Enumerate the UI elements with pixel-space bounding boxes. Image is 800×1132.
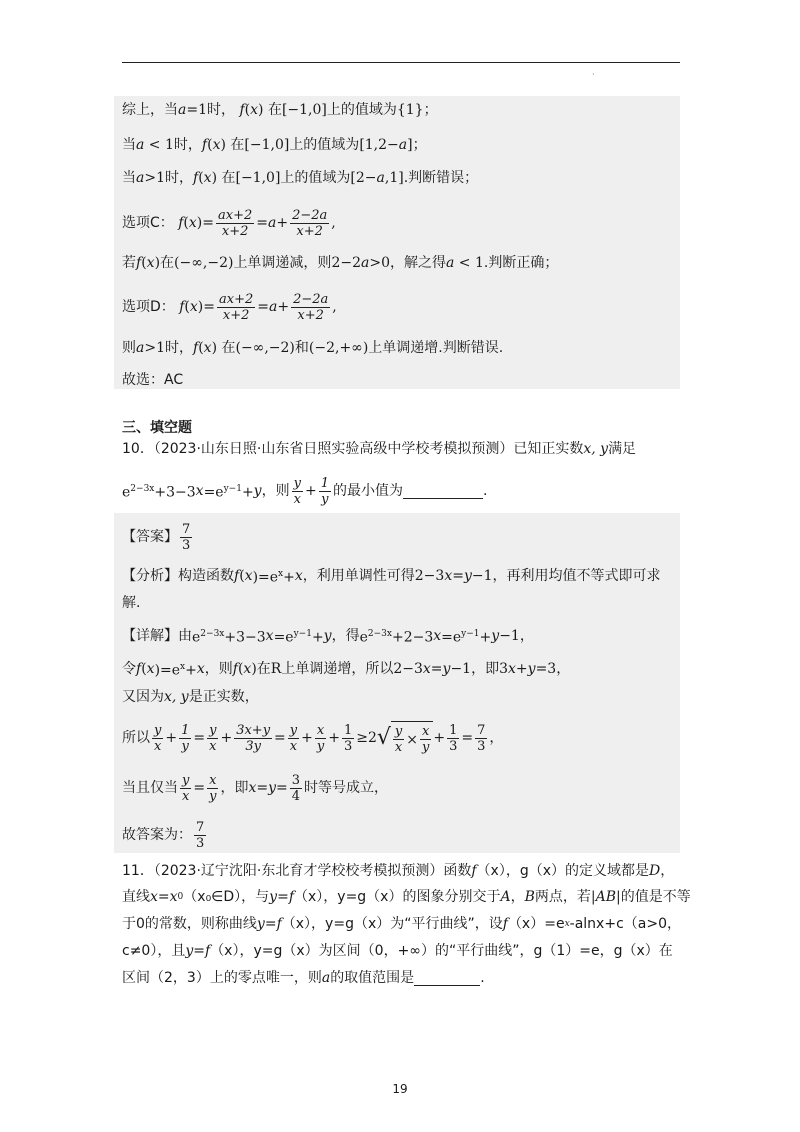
math: $e^{2-3x}+2-3$ <box>359 629 434 646</box>
math: = <box>277 889 289 905</box>
math: a <box>445 255 455 271</box>
text: 在 <box>230 137 245 153</box>
math: x <box>444 567 453 584</box>
question-11-l3 <box>122 913 681 935</box>
header-rule <box>122 62 680 63</box>
text: 在 <box>221 340 236 356</box>
fraction: $\frac{y}{x}$ <box>182 772 190 804</box>
math: x <box>188 215 197 231</box>
text: 所以 <box>122 730 150 746</box>
fraction: $\frac{7}{3}$ <box>182 521 191 553</box>
math: ) <box>211 340 222 356</box>
math: y <box>269 889 278 905</box>
math: x, y <box>583 441 609 457</box>
text: ， <box>489 730 504 746</box>
math: f <box>174 299 185 315</box>
math: f <box>193 170 199 186</box>
question-11-l4 <box>122 940 673 962</box>
case-a-greater-1 <box>122 167 478 189</box>
text: 故选：AC <box>122 372 184 388</box>
math: y <box>323 627 332 644</box>
text: ，得 <box>331 627 360 644</box>
text: 于0的常数，则称曲线 <box>122 916 257 932</box>
text: ，则 <box>204 660 233 677</box>
text: 选项C： <box>122 215 174 231</box>
fraction: $\frac{y}{x}$ <box>154 722 162 754</box>
answer-blank <box>414 971 480 986</box>
math: x <box>212 137 221 153</box>
text: 是正实数， <box>188 689 259 705</box>
text: （x），y=g（x）为“平行曲线”，设 <box>281 916 503 932</box>
text: （x），y=g（x）为区间（0，+∞）的“平行曲线”，g（1）=e，g（x）在 <box>210 943 673 959</box>
math: x <box>422 660 431 677</box>
math: ) <box>154 255 161 271</box>
case-a-less-1 <box>122 134 427 156</box>
math: | <box>616 889 621 905</box>
math: ,1] <box>384 170 404 186</box>
math: f <box>205 943 211 959</box>
math: ( <box>237 660 244 677</box>
math: f <box>471 863 477 879</box>
text: 直线 <box>122 889 150 905</box>
option-d <box>122 290 337 324</box>
text: c≠0），且 <box>122 943 186 959</box>
math: a <box>321 970 331 986</box>
text: .判断正确； <box>483 255 559 271</box>
math: R <box>270 660 282 677</box>
fraction: $\frac{2-2a}{x+2}$ <box>292 207 328 239</box>
fraction: $\frac{x}{y}$ <box>209 772 217 804</box>
math: x <box>189 299 198 315</box>
analysis-line <box>122 563 661 589</box>
text: ，利用单调性可得 <box>302 567 415 584</box>
text: 的取值范围是 <box>330 970 415 986</box>
math: + <box>433 730 446 746</box>
math: x <box>564 919 570 929</box>
math: x <box>294 567 303 584</box>
text: -alnx+c（a>0， <box>569 916 681 932</box>
math: )= <box>196 215 214 231</box>
section-heading <box>122 417 192 439</box>
text: ， <box>660 863 675 879</box>
text: 时， <box>165 340 193 356</box>
math: f <box>288 889 294 905</box>
math: x <box>169 889 178 905</box>
math: [1,2− <box>359 137 399 153</box>
math: [−1,0] <box>244 137 290 153</box>
final-choice <box>122 369 183 391</box>
text: 在 <box>221 170 236 186</box>
math: ( <box>207 137 213 153</box>
math: a <box>267 215 277 231</box>
math: [−1,0] <box>235 170 281 186</box>
math: = <box>274 730 286 746</box>
math: =3 <box>535 660 557 677</box>
math: y <box>253 483 262 499</box>
fraction: $\frac{y}{x}$ <box>209 722 217 754</box>
math: f <box>136 255 142 271</box>
fraction: $\frac{1}{y}$ <box>320 475 329 507</box>
math: f <box>502 916 508 932</box>
math: ] <box>407 137 413 153</box>
math: x <box>146 660 155 677</box>
math: >1 <box>144 340 165 356</box>
math: = <box>276 780 288 796</box>
math: y <box>442 660 451 677</box>
text: （x）=e <box>507 916 565 932</box>
math: x, y <box>164 689 189 705</box>
text: ，则 <box>261 483 290 499</box>
header-dot: · <box>592 70 595 79</box>
text: 上的值域为 <box>280 170 351 186</box>
detail-line-3 <box>122 686 259 708</box>
text: ，即 <box>471 660 500 677</box>
math: ) <box>258 102 268 118</box>
detail-inequality <box>122 718 503 758</box>
math: 2−3 <box>414 567 445 584</box>
math: ≥2 <box>356 730 377 746</box>
text: 10．（2023·山东日照·山东省日照实验高级中学校考模拟预测）已知正实数 <box>122 441 584 457</box>
math: a <box>360 255 370 271</box>
fraction: $\frac{7}{3}$ <box>196 819 205 851</box>
text: 满足 <box>608 441 637 457</box>
math: $=e^{y-1}+$ <box>441 629 492 646</box>
text: 若 <box>122 255 136 271</box>
math: = <box>461 730 474 746</box>
math: $e^{2-3x}+3-3$ <box>192 629 266 646</box>
text: 综上，当 <box>122 102 178 118</box>
math: x <box>146 255 155 271</box>
text: 在 <box>160 255 175 271</box>
math: ) <box>211 170 222 186</box>
text: 上单调递增，所以 <box>281 660 394 677</box>
answer-blank <box>403 484 483 499</box>
question-10-condition <box>122 474 487 508</box>
math: f <box>201 137 208 153</box>
math: + <box>301 730 313 746</box>
math: = <box>264 916 277 932</box>
math: + <box>304 483 317 499</box>
fraction: $\frac{2-2a}{x+2}$ <box>293 291 329 323</box>
math: x <box>203 340 212 356</box>
math: x <box>196 660 205 677</box>
math: )$=e^x+$ <box>252 569 295 586</box>
math: = <box>157 889 170 905</box>
math: a <box>376 170 385 186</box>
math: f <box>173 215 184 231</box>
math: (−∞,−2) <box>174 255 234 271</box>
math: 0 <box>177 892 184 902</box>
text: 在 <box>267 102 282 118</box>
math: [2− <box>350 170 377 186</box>
math: a <box>136 170 145 186</box>
fraction: $\frac{ax+2}{x+2}$ <box>218 207 253 239</box>
math: )= <box>197 299 215 315</box>
text: 时， <box>207 102 235 118</box>
math: + <box>165 730 178 746</box>
fraction: $\frac{y}{x}$ <box>293 475 301 507</box>
math: )$=e^x+$ <box>154 662 197 679</box>
text: 【答案】 <box>122 529 178 545</box>
math: a <box>136 137 145 153</box>
math: a <box>178 102 187 118</box>
math: = <box>193 730 206 746</box>
math: = <box>452 567 464 584</box>
math: x <box>203 170 212 186</box>
math: , <box>332 299 337 315</box>
math: + <box>220 730 233 746</box>
text: （x），g（x）的定义域都是 <box>476 863 649 879</box>
math: f <box>136 660 142 677</box>
math: 3 <box>499 660 509 677</box>
answer-line <box>122 518 194 556</box>
math: = <box>430 660 443 677</box>
text: 【分析】构造函数 <box>122 567 234 584</box>
math: >0 <box>369 255 390 271</box>
math: x <box>265 627 274 644</box>
text: ； <box>423 102 438 118</box>
text: . <box>480 970 485 986</box>
math: =1 <box>186 102 207 118</box>
math: ( <box>198 340 204 356</box>
question-11-l5 <box>122 967 485 989</box>
math: ( <box>141 660 147 677</box>
math: 2−2 <box>331 255 361 271</box>
text: 令 <box>122 660 136 677</box>
fraction: $\frac{3x+y}{3y}$ <box>236 722 271 754</box>
question-11-l2 <box>122 886 691 908</box>
math: , <box>331 215 336 231</box>
math: B <box>524 889 535 905</box>
math: x <box>248 780 257 796</box>
text: 当且仅当 <box>122 780 178 796</box>
text: 上单调递增.判断错误. <box>368 340 504 356</box>
fraction: $\frac{x}{y}$ <box>316 722 325 754</box>
text: 上单调递减，则 <box>233 255 332 271</box>
fraction: $\frac{7}{3}$ <box>477 722 486 754</box>
math: + <box>515 660 528 677</box>
math: x <box>150 889 158 905</box>
math: a <box>268 299 278 315</box>
text: 两点，若 <box>534 889 591 905</box>
detail-line <box>122 623 534 649</box>
text: ，再利用均值不等式即可求 <box>492 567 661 584</box>
text: ， <box>519 627 534 644</box>
text: 11．（2023·辽宁沈阳·东北育才学校校考模拟预测）函数 <box>122 863 472 879</box>
text: 上的值域为 <box>326 102 397 118</box>
math: y <box>463 567 472 584</box>
math: < 1 <box>454 255 484 271</box>
math: x <box>433 627 442 644</box>
fraction: $\frac{y}{x}$ <box>289 722 298 754</box>
text: 又因为 <box>122 689 164 705</box>
text: 和 <box>294 340 309 356</box>
option-c-monotone <box>122 252 558 274</box>
math: f <box>193 340 199 356</box>
math: ( <box>141 255 147 271</box>
text: （x₀∈D），与 <box>183 889 270 905</box>
sqrt: √ $\frac{y}{x}$ × $\frac{x}{y}$ <box>377 721 433 755</box>
option-d-monotone <box>122 337 503 359</box>
text: 解. <box>122 595 141 611</box>
text: 在 <box>256 660 271 677</box>
math: (−∞,−2) <box>235 340 295 356</box>
summary-line <box>122 99 438 121</box>
math: = <box>256 780 269 796</box>
math: ( <box>183 215 189 231</box>
math: < 1 <box>144 137 174 153</box>
math: y <box>491 627 500 644</box>
math: (−2,+∞) <box>308 340 369 356</box>
math: f <box>276 916 282 932</box>
text: 选项D： <box>122 299 175 315</box>
fraction: $\frac{3}{4}$ <box>291 772 301 804</box>
text: 时， <box>173 137 202 153</box>
math: + <box>277 299 290 315</box>
text: 故答案为： <box>122 827 192 843</box>
text: 上的值域为 <box>289 137 360 153</box>
math: = <box>193 780 206 796</box>
analysis-line-2 <box>122 592 140 614</box>
math: $=e^{y-1}+$ <box>203 484 254 501</box>
math: x <box>195 483 204 499</box>
math: AB <box>595 889 617 905</box>
math: $e^{2-3x}+3-3$ <box>122 484 196 501</box>
text: 的值是不等 <box>620 889 691 905</box>
detail-line-2 <box>122 656 570 682</box>
math: x <box>244 567 253 584</box>
fraction: $\frac{1}{3}$ <box>343 722 353 754</box>
equality-condition <box>122 770 388 806</box>
fraction: $\frac{1}{3}$ <box>449 722 458 754</box>
math: f <box>232 660 238 677</box>
math: x <box>250 102 259 118</box>
text: ，解之得 <box>389 255 446 271</box>
math: y <box>256 916 265 932</box>
text: 时， <box>165 170 193 186</box>
math: 2−3 <box>393 660 423 677</box>
math: ) <box>220 137 231 153</box>
question-11 <box>122 860 674 882</box>
math: y <box>268 780 277 796</box>
math: + <box>328 730 340 746</box>
text: ，即 <box>220 780 249 796</box>
text: .判断错误； <box>403 170 479 186</box>
math: −1 <box>471 567 493 584</box>
text: 的最小值为 <box>332 483 403 499</box>
text: ； <box>412 137 427 153</box>
math: a <box>398 137 408 153</box>
math: = <box>256 215 268 231</box>
math: | <box>590 889 596 905</box>
text: 区间（2，3）上的零点唯一，则 <box>122 970 322 986</box>
text: 当 <box>122 137 136 153</box>
math: >1 <box>144 170 165 186</box>
math: −1 <box>450 660 472 677</box>
math: = <box>193 943 205 959</box>
math: D <box>649 863 661 879</box>
text: ， <box>556 660 571 677</box>
fraction: $\frac{ax+2}{x+2}$ <box>219 291 254 323</box>
text: . <box>482 483 488 499</box>
text: 时等号成立， <box>304 780 389 796</box>
math: ( <box>198 170 204 186</box>
page-number: 19 <box>392 1082 408 1096</box>
text: 三、填空题 <box>122 420 192 436</box>
math: [−1,0] <box>281 102 327 118</box>
math: A <box>500 889 511 905</box>
text: 则 <box>122 340 136 356</box>
math: + <box>276 215 289 231</box>
math: f <box>235 102 245 118</box>
question-10 <box>122 438 636 460</box>
math: x <box>508 660 516 677</box>
math: = <box>257 299 269 315</box>
text: 【详解】由 <box>122 627 192 644</box>
math: ， <box>510 889 525 905</box>
option-c <box>122 206 336 240</box>
math: f <box>234 567 240 584</box>
math: x <box>243 660 252 677</box>
text: （x），y=g（x）的图象分别交于 <box>294 889 501 905</box>
math: ) <box>251 660 257 677</box>
math: ( <box>184 299 190 315</box>
math: $=e^{y-1}+$ <box>273 629 324 646</box>
final-answer <box>122 816 208 854</box>
math: ( <box>239 567 245 584</box>
math: y <box>185 943 194 959</box>
fraction: $\frac{1}{y}$ <box>181 722 190 754</box>
math: a <box>136 340 145 356</box>
text: 当 <box>122 170 136 186</box>
math: ( <box>244 102 251 118</box>
math: −1 <box>499 627 520 644</box>
math: y <box>527 660 536 677</box>
math: {1} <box>396 102 424 118</box>
